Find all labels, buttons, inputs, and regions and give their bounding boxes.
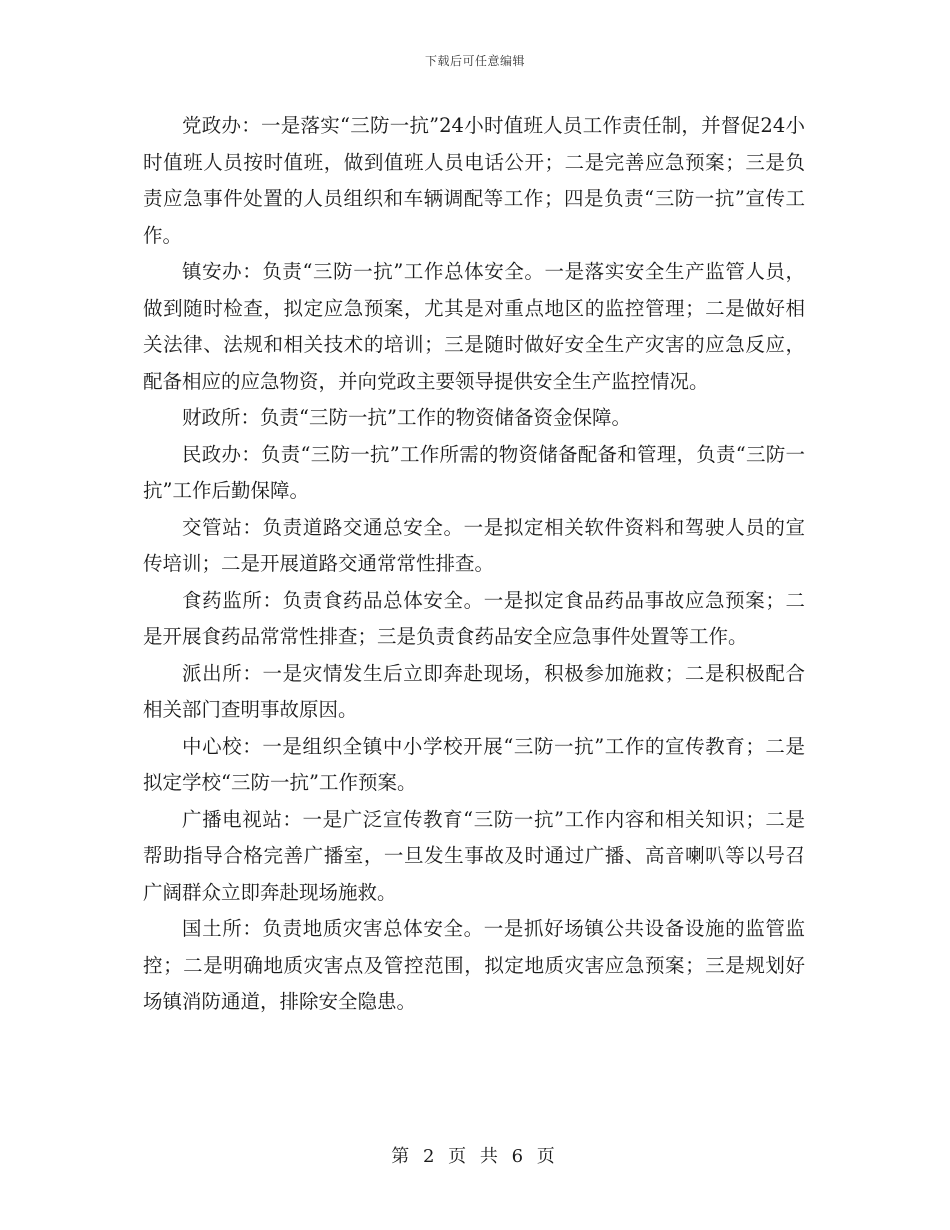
paragraph-broadcast-station: 广播电视站：一是广泛宣传教育“三防一抗”工作内容和相关知识；二是帮助指导合格完善广播室，一旦发生事故及时通过广播、高音喇叭等以号召广阔群众立即奔赴现场施救。 xyxy=(143,807,805,904)
document-body xyxy=(143,108,805,1021)
total-page-count: 6 xyxy=(511,1146,528,1167)
page-header: 下载后可任意编辑 xyxy=(424,54,525,68)
page-footer xyxy=(0,1142,950,1168)
current-page-number: 2 xyxy=(422,1146,439,1167)
paragraph-safety-office: 镇安办：负责“三防一抗”工作总体安全。一是落实安全生产监管人员，做到随时检查，拟定应急预案，尤其是对重点地区的监控管理；二是做好相关法律、法规和相关技术的培训；三是随时做好安全生产灾害的应急反应，配备相应的应急物资，并向党政主要领导提供安全生产监控情况。 xyxy=(143,260,805,393)
paragraph-finance-office: 财政所：负责“三防一抗”工作的物资储备资金保障。 xyxy=(182,406,631,429)
page-label-prefix: 第 xyxy=(391,1146,414,1167)
paragraph-land-resources-office: 国土所：负责地质灾害总体安全。一是抓好场镇公共设备设施的监管监控；二是明确地质灾害点及管控范围，拟定地质灾害应急预案；三是规划好场镇消防通道，排除安全隐患。 xyxy=(143,917,805,1013)
paragraph-central-school: 中心校：一是组织全镇中小学校开展“三防一抗”工作的宣传教育；二是拟定学校“三防一抗”工作预案。 xyxy=(143,734,805,794)
paragraph-civil-affairs-office: 民政办：负责“三防一抗”工作所需的物资储备配备和管理，负责“三防一抗”工作后勤保障。 xyxy=(143,442,805,502)
page-label-mid: 页 共 xyxy=(448,1146,502,1167)
page-label-suffix: 页 xyxy=(536,1146,559,1167)
paragraph-party-office: 党政办：一是落实“三防一抗”24小时值班人员工作责任制，并督促24小时值班人员按时值班，做到值班人员电话公开；二是完善应急预案；三是负责应急事件处置的人员组织和车辆调配等工作；四是负责“三防一抗”宣传工作。 xyxy=(143,114,805,247)
paragraph-food-drug-office: 食药监所：负责食药品总体安全。一是拟定食品药品事故应急预案；二是开展食药品常常性排查；三是负责食药品安全应急事件处置等工作。 xyxy=(143,588,805,648)
paragraph-police-station: 派出所：一是灾情发生后立即奔赴现场，积极参加施救；二是积极配合相关部门查明事故原因。 xyxy=(143,661,805,721)
paragraph-traffic-station: 交管站：负责道路交通总安全。一是拟定相关软件资料和驾驶人员的宣传培训；二是开展道路交通常常性排查。 xyxy=(143,515,805,575)
